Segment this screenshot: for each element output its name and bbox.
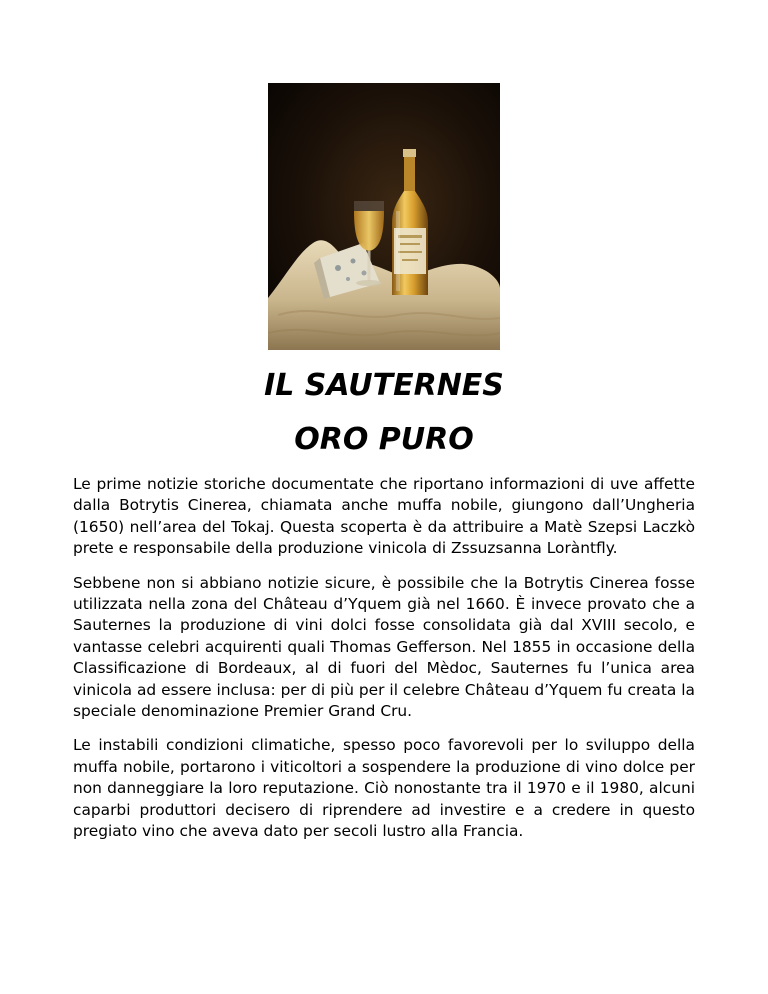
paragraph-1: Le prime notizie storiche documentate che riportano informazioni di uve affette dalla Botrytis Cinerea, chiamata anche muffa nobile, giungono dall’Ungheria (1650) nell’area del Tokaj. Questa scoperta è da attribuire a Matè Szepsi Laczkò prete e responsabile della produzione vinicola di Zssuzsanna Loràntfly. xyxy=(73,475,695,558)
title-line-1: IL SAUTERNES xyxy=(264,368,504,403)
paragraph-2: Sebbene non si abbiano notizie sicure, è possibile che la Botrytis Cinerea fosse utilizzata nella zona del Château d’Yquem già nel 1660. È invece provato che a Sauternes la produzione di vini dolci fosse consolidata già dal XVIII secolo, e vantasse celebri acquirenti quali Thomas Gefferson. Nel 1855 in occasione della Classificazione di Bordeaux, al di fuori del Mèdoc, Sauternes fu l’unica area vinicola ad essere inclusa: per di più per il celebre Château d’Yquem fu creata la speciale denominazione Premier Grand Cru. xyxy=(73,573,695,721)
paragraph-3: Le instabili condizioni climatiche, spesso poco favorevoli per lo sviluppo della muffa nobile, portarono i viticoltori a sospendere la produzione di vino dolce per non danneggiare la loro reputazione. Ciò nonostante tra il 1970 e il 1980, alcuni caparbi produttori decisero di riprendere ad investire e a credere in questo pregiato vino che aveva dato per secoli lustro alla Francia. xyxy=(73,736,695,841)
article-body xyxy=(73,474,695,856)
wine-bottle-cheese-photo xyxy=(268,83,500,350)
title-line-2: ORO PURO xyxy=(294,422,474,457)
